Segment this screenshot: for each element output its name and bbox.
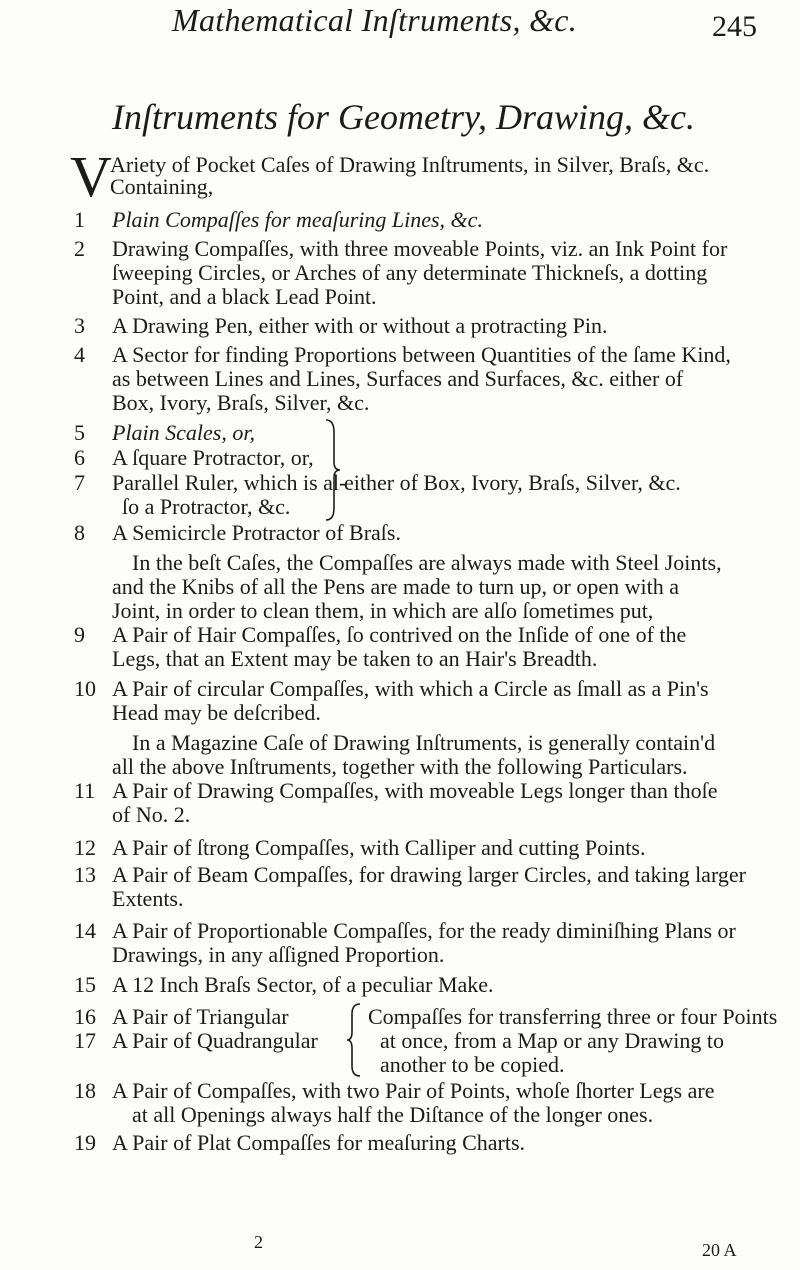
list-item: A Sector for finding Proportions between Quantities of the ſame Kind, (112, 342, 731, 367)
item-number: 12 (74, 835, 96, 860)
signature-mark: 2 (254, 1232, 263, 1252)
paragraph-line: all the above Inſtruments, together with the following Particulars. (112, 754, 688, 779)
list-item: Head may be deſcribed. (112, 700, 321, 725)
intro-line: Containing, (110, 174, 214, 199)
list-item: of No. 2. (112, 802, 191, 827)
item-number: 13 (74, 862, 96, 887)
list-item: as between Lines and Lines, Surfaces and Surfaces, &c. either of (112, 366, 684, 391)
item-number: 8 (74, 520, 85, 545)
brace-note: either of Box, Ivory, Braſs, Silver, &c. (344, 470, 681, 495)
item-number: 9 (74, 622, 85, 647)
list-item: Parallel Ruler, which is al- (112, 470, 347, 495)
paragraph-line: Joint, in order to clean them, in which are alſo ſometimes put, (112, 598, 654, 623)
list-item: ſo a Protractor, &c. (122, 494, 291, 519)
list-item: Point, and a black Lead Point. (112, 284, 377, 309)
item-number: 6 (74, 445, 85, 470)
paragraph-line: In the beſt Caſes, the Compaſſes are always made with Steel Joints, (132, 550, 722, 575)
list-item: Legs, that an Extent may be taken to an Hair's Breadth. (112, 646, 598, 671)
intro-line: Ariety of Pocket Caſes of Drawing Inſtruments, in Silver, Braſs, &c. (110, 152, 710, 177)
list-item: A Pair of Hair Compaſſes, ſo contrived on the Inſide of one of the (112, 622, 687, 647)
item-number: 10 (74, 676, 96, 701)
brace-icon (346, 1002, 364, 1078)
list-item: A Pair of Compaſſes, with two Pair of Points, whoſe ſhorter Legs are (112, 1078, 715, 1103)
list-item: A Pair of Proportionable Compaſſes, for the ready diminiſhing Plans or (112, 918, 736, 943)
item-number: 4 (74, 342, 85, 367)
list-item: A Pair of Quadrangular (112, 1028, 318, 1053)
list-item: A Semicircle Protractor of Braſs. (112, 520, 401, 545)
item-number: 18 (74, 1078, 96, 1103)
item-number: 1 (74, 207, 85, 232)
list-item: ſweeping Circles, or Arches of any determinate Thickneſs, a dotting (112, 260, 708, 285)
list-item: Plain Scales, or, (112, 420, 255, 445)
item-number: 15 (74, 972, 96, 997)
list-item: A Drawing Pen, either with or without a protracting Pin. (112, 313, 608, 338)
item-number: 11 (74, 778, 96, 803)
list-item: A Pair of ſtrong Compaſſes, with Calliper and cutting Points. (112, 835, 646, 860)
item-number: 16 (74, 1004, 96, 1029)
item-number: 19 (74, 1130, 96, 1155)
section-title: Inſtruments for Geometry, Drawing, &c. (112, 97, 695, 137)
list-item: Drawings, in any aſſigned Proportion. (112, 942, 445, 967)
paragraph-line: In a Magazine Caſe of Drawing Inſtruments, is generally contain'd (132, 730, 716, 755)
item-number: 7 (74, 470, 85, 495)
drop-initial: V (70, 144, 112, 209)
list-item: Extents. (112, 886, 184, 911)
brace-note: Compaſſes for transferring three or four Points (368, 1004, 778, 1029)
item-number: 14 (74, 918, 96, 943)
list-item: A ſquare Protractor, or, (112, 445, 314, 470)
brace-icon (322, 418, 342, 522)
list-item: at all Openings always half the Diſtance of the longer ones. (132, 1102, 654, 1127)
running-head: Mathematical Inſtruments, &c. (172, 2, 578, 38)
list-item: A Pair of Drawing Compaſſes, with moveable Legs longer than thoſe (112, 778, 718, 803)
page-number: 245 (712, 10, 757, 43)
catchword: 20 A (702, 1240, 737, 1260)
list-item: A Pair of Beam Compaſſes, for drawing larger Circles, and taking larger (112, 862, 746, 887)
list-item: A 12 Inch Braſs Sector, of a peculiar Make. (112, 972, 494, 997)
list-item: A Pair of circular Compaſſes, with which a Circle as ſmall as a Pin's (112, 676, 709, 701)
item-number: 3 (74, 313, 85, 338)
brace-note: another to be copied. (380, 1052, 565, 1077)
item-number: 2 (74, 236, 85, 261)
list-item: A Pair of Triangular (112, 1004, 289, 1029)
list-item: Plain Compaſſes for meaſuring Lines, &c. (112, 207, 483, 232)
paragraph-line: and the Knibs of all the Pens are made to turn up, or open with a (112, 574, 679, 599)
list-item: Box, Ivory, Braſs, Silver, &c. (112, 390, 370, 415)
brace-note: at once, from a Map or any Drawing to (380, 1028, 724, 1053)
item-number: 5 (74, 420, 85, 445)
list-item: A Pair of Plat Compaſſes for meaſuring Charts. (112, 1130, 526, 1155)
list-item: Drawing Compaſſes, with three moveable Points, viz. an Ink Point for (112, 236, 728, 261)
item-number: 17 (74, 1028, 96, 1053)
